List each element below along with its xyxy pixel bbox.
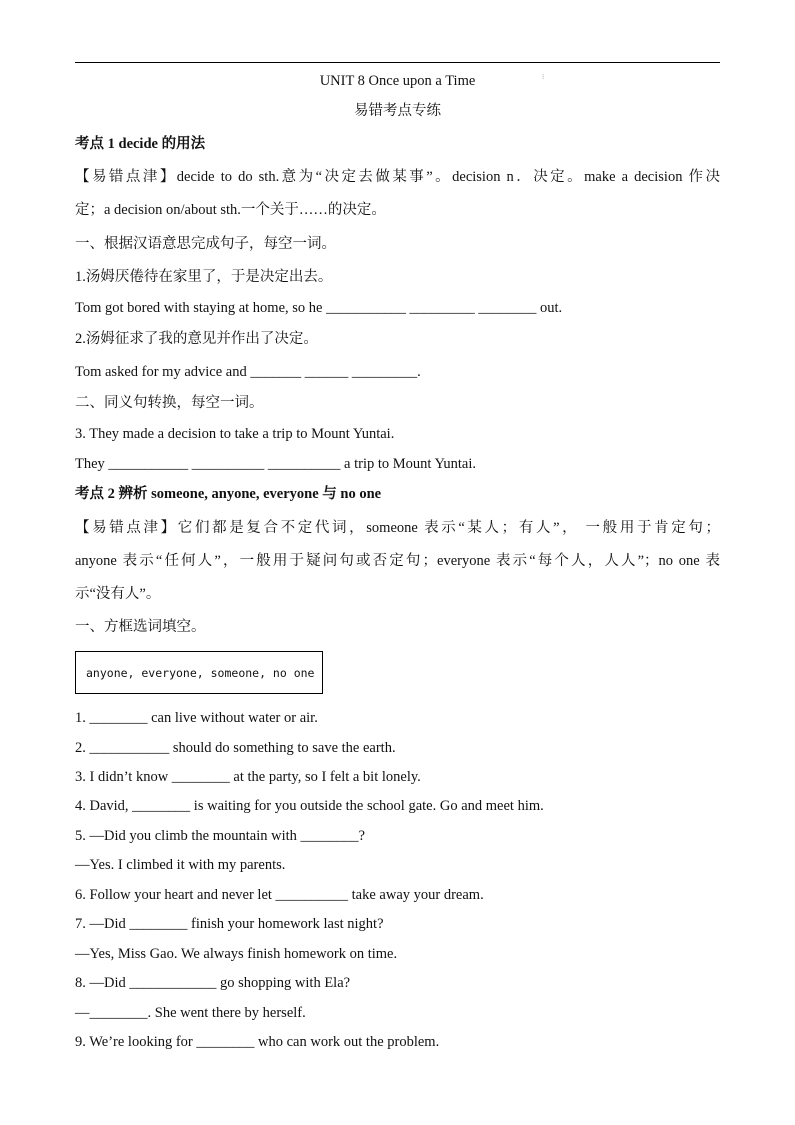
list-item: 4. David, ________ is waiting for you outside the school gate. Go and meet him. xyxy=(75,798,544,814)
q2-chinese: 2.汤姆征求了我的意见并作出了决定。 xyxy=(75,331,318,347)
word-box: anyone, everyone, someone, no one xyxy=(75,651,323,694)
list-item: 9. We’re looking for ________ who can work out the problem. xyxy=(75,1034,440,1050)
list-item: 7. —Did ________ finish your homework last night? xyxy=(75,916,384,932)
section1-heading: 考点 1 decide 的用法 xyxy=(75,136,206,152)
corner-mark: ⁝ xyxy=(542,73,545,81)
list-item: —________. She went there by herself. xyxy=(75,1005,306,1021)
list-item: 5. —Did you climb the mountain with ________? xyxy=(75,828,365,844)
section2-part1-title: 一、方框选词填空。 xyxy=(75,619,206,635)
list-item: 1. ________ can live without water or air. xyxy=(75,710,318,726)
q3-sentence: 3. They made a decision to take a trip to Mount Yuntai. xyxy=(75,426,395,442)
q1-chinese: 1.汤姆厌倦待在家里了，于是决定出去。 xyxy=(75,269,333,285)
list-item: 8. —Did ____________ go shopping with Ela? xyxy=(75,975,351,991)
list-item: —Yes. I climbed it with my parents. xyxy=(75,857,286,873)
section2-tip-line3: 示“没有人”。 xyxy=(75,586,161,602)
q1-english: Tom got bored with staying at home, so he ___________ _________ ________ out. xyxy=(75,300,563,316)
list-item: 3. I didn’t know ________ at the party, so I felt a bit lonely. xyxy=(75,769,421,785)
section2-tip-line2: anyone 表示“任何人”，一般用于疑问句或否定句；everyone 表示“每个人，人人”；no one 表 xyxy=(75,553,720,569)
section1-part1-title: 一、根据汉语意思完成句子，每空一词。 xyxy=(75,236,336,252)
section1-part2-title: 二、同义句转换，每空一词。 xyxy=(75,395,264,411)
list-item: —Yes, Miss Gao. We always finish homework on time. xyxy=(75,946,398,962)
section1-tip-line2: 定；a decision on/about sth.一个关于……的决定。 xyxy=(75,202,386,218)
section2-heading: 考点 2 辨析 someone, anyone, everyone 与 no one xyxy=(75,486,382,502)
page-title: UNIT 8 Once upon a Time xyxy=(319,73,476,89)
q3-blank: They ___________ __________ __________ a trip to Mount Yuntai. xyxy=(75,456,477,472)
q2-english: Tom asked for my advice and _______ ______ _________. xyxy=(75,364,421,380)
section1-tip-line1: 【易错点津】decide to do sth.意为“决定去做某事”。decision n．决定。make a decision 作决 xyxy=(75,169,720,185)
page-subtitle: 易错考点专练 xyxy=(354,103,441,119)
list-item: 2. ___________ should do something to save the earth. xyxy=(75,740,396,756)
list-item: 6. Follow your heart and never let __________ take away your dream. xyxy=(75,887,484,903)
header-rule xyxy=(75,62,720,63)
section2-tip-line1: 【易错点津】它们都是复合不定代词，someone 表示“某人；有人”， 一般用于肯定句； xyxy=(75,520,720,536)
